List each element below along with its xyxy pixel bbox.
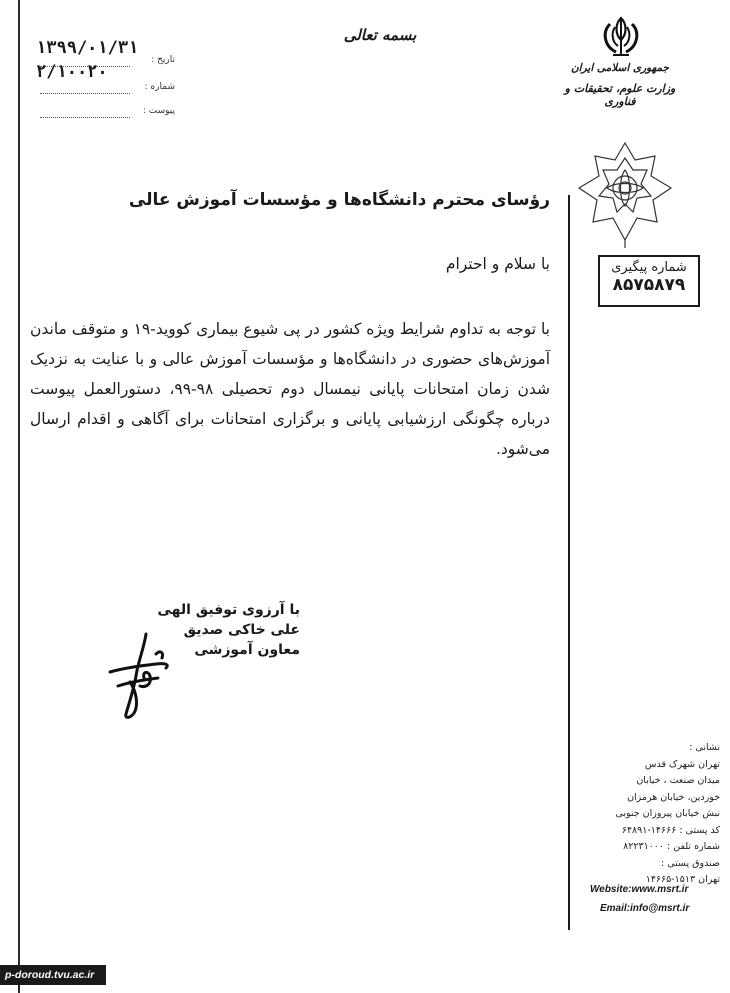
margin-divider-line bbox=[568, 195, 570, 930]
address-block bbox=[585, 740, 720, 889]
tracking-box bbox=[598, 255, 700, 307]
phone-number: شماره تلفن : ۸۲۲۳۱۰۰۰ bbox=[623, 841, 720, 852]
address-line-3: خوردین، خیابان هرمزان bbox=[627, 791, 720, 803]
signatory-name: علی خاکی صدیق bbox=[183, 622, 300, 638]
po-box-label: صندوق پستی : bbox=[660, 857, 720, 869]
email-link[interactable]: Email:info@msrt.ir bbox=[600, 903, 690, 914]
address-line-4: نبش خیابان پیروزان جنوبی bbox=[615, 808, 720, 819]
addressee: رؤسای محترم دانشگاه‌ها و مؤسسات آموزش عالی bbox=[128, 190, 550, 210]
number-value: ۲/۱۰۰۲۰ bbox=[36, 62, 108, 82]
ministry-line1: جمهوری اسلامی ایران bbox=[570, 62, 670, 74]
watermark-bar bbox=[0, 965, 106, 985]
date-value: ۱۳۹۹/۰۱/۳۱ bbox=[36, 38, 139, 58]
signatory-title: معاون آموزشی bbox=[194, 642, 300, 658]
left-border-line bbox=[18, 0, 20, 993]
attachment-label: پیوست : bbox=[142, 106, 175, 116]
tracking-number: ۸۵۷۵۸۷۹ bbox=[612, 275, 686, 295]
watermark-text: p-doroud.tvu.ac.ir bbox=[5, 969, 95, 981]
date-label: تاریخ : bbox=[151, 55, 175, 65]
po-box-value: تهران ۱۵۱۳-۱۴۶۶۵ bbox=[645, 874, 720, 885]
number-underline bbox=[40, 93, 130, 94]
ornament-icon bbox=[575, 140, 675, 250]
address-label: نشانی : bbox=[689, 742, 720, 753]
ministry-line2: وزارت علوم، تحقیقات و فناوری bbox=[564, 82, 676, 108]
postal-code: کد پستی : ۱۴۶۶۶-۶۴۸۹۱ bbox=[621, 824, 720, 836]
greeting: با سلام و احترام bbox=[445, 255, 550, 273]
address-line-1: تهران شهرک قدس bbox=[644, 758, 720, 770]
bismillah: بسمه تعالی bbox=[343, 26, 417, 44]
attachment-underline bbox=[40, 117, 130, 118]
handwritten-signature bbox=[100, 628, 180, 720]
address-line-2: میدان صنعت ، خیابان bbox=[636, 775, 720, 786]
letter-body: با توجه به تداوم شرایط ویژه کشور در پی شیوع بیماری کووید-۱۹ و متوقف ماندن آموزش‌های حضوری در دانشگاه‌ها و مؤسسات آموزش عالی و با عنایت به نزدیک شدن زمان امتحانات پایانی نیمسال دوم تحصیلی ۹۸-۹۹، دستورالعمل پیوست درباره چگونگی ارزشیابی پایانی و برگزاری امتحانات برای آگاهی و اقدام ارسال می‌شود. bbox=[30, 320, 551, 458]
signature-closing: با آرزوی توفیق الهی bbox=[157, 602, 300, 618]
iran-emblem-icon bbox=[598, 14, 644, 60]
website-link[interactable]: Website:www.msrt.ir bbox=[590, 884, 689, 895]
number-label: شماره : bbox=[144, 82, 175, 92]
tracking-label: شماره پیگیری bbox=[611, 260, 687, 275]
